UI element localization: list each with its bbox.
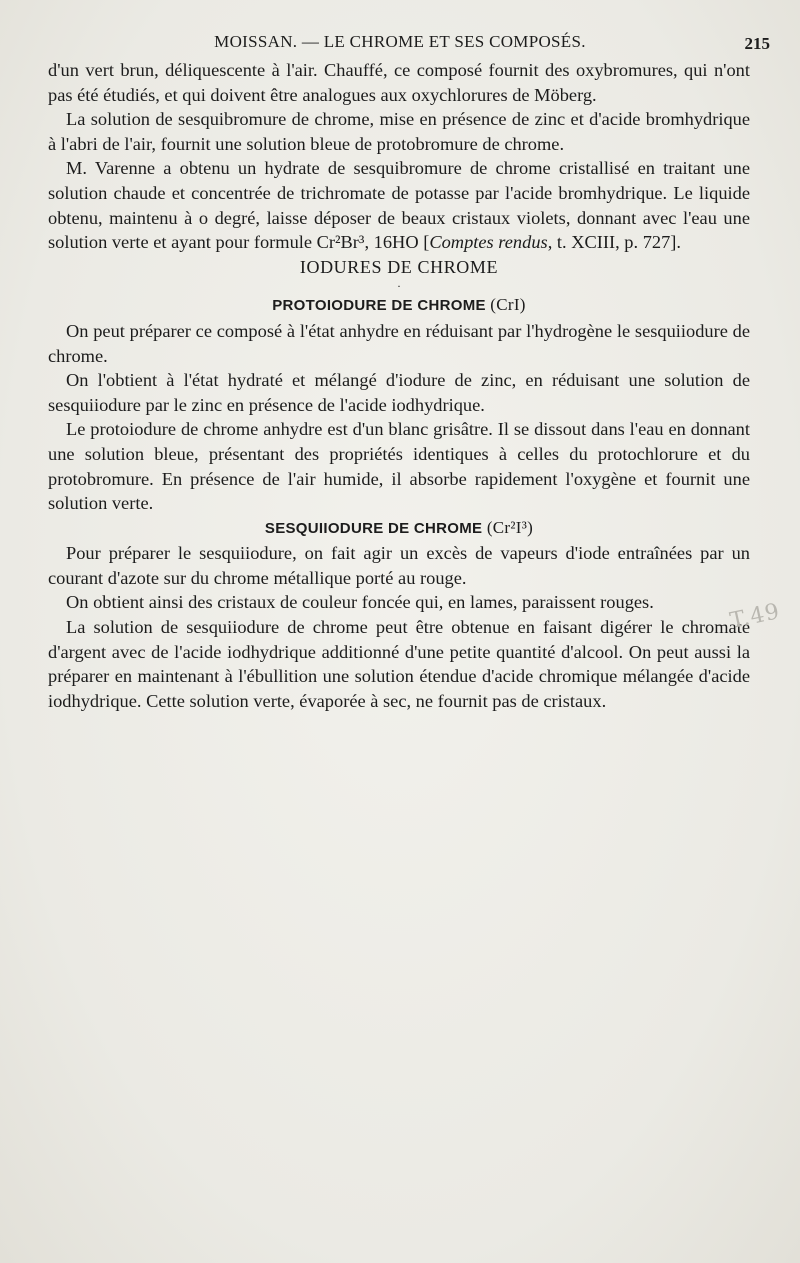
page-body [48,58,750,713]
paragraph-protoiodure-hydrate: On l'obtient à l'état hydraté et mélangé d'iodure de zinc, en réduisant une solution de sesquiiodure par le zinc en présence de l'acide iodhydrique. [48,370,750,415]
paragraph-protoiodure-proprietes: Le protoiodure de chrome anhydre est d'un blanc grisâtre. Il se dissout dans l'eau en donnant une solution bleue, présentant des propriétés identiques à celles du protochlorure et du protobromure. En présence de l'air humide, il absorbe rapidement l'oxygène et fournit une solution verte. [48,419,750,514]
paragraph-sesquiiodure-solution: La solution de sesquiiodure de chrome peut être obtenue en faisant digérer le chromate d'argent avec de l'acide iodhydrique additionné d'une petite quantité d'alcool. On peut aussi la préparer en maintenant à l'ébullition une solution étendue d'acide chromique mélangée d'acide iodhydrique. Cette solution verte, évaporée à sec, ne fournit pas de cristaux. [48,617,750,711]
section-heading-iodures: IODURES DE CHROME [299,256,499,277]
running-header [0,32,800,56]
protoiodure-title: PROTOIODURE DE CHROME [272,297,486,315]
sesquiiodure-formula: (Cr²I³) [486,517,534,537]
citation-reference: , t. XCIII, p. 727]. [547,232,682,253]
handwritten-margin-note: T.49 [727,599,783,634]
page-number: 215 [744,34,770,53]
subheading-sesquiiodure [48,516,750,542]
paragraph-varenne [48,156,750,254]
citation-journal: Comptes rendus [429,232,548,253]
paragraph-protoiodure-anhydre: On peut préparer ce composé à l'état anhydre en réduisant par l'hydrogène le sesquiiodure de chrome. [48,320,750,366]
paragraph-sesquiiodure-cristaux: On obtient ainsi des cristaux de couleur foncée qui, en lames, paraissent rouges. [66,592,654,613]
paragraph-continuation: d'un vert brun, déliquescente à l'air. Chauffé, ce composé fournit des oxybromures, qui n'ont pas été étudiés, et qui doivent être analogues aux oxychlorures de Möberg. [48,60,750,105]
paragraph-sesquiiodure-preparation: Pour préparer le sesquiiodure, on fait agir un excès de vapeurs d'iode entraînées par un courant d'azote sur du chrome métallique porté au rouge. [48,543,750,588]
subheading-protoiodure [48,293,750,319]
printer-dot: · [397,279,401,294]
paragraph-protobromure: La solution de sesquibromure de chrome, mise en présence de zinc et d'acide bromhydrique à l'abri de l'air, fournit une solution bleue de protobromure de chrome. [48,109,750,154]
varenne-text: M. Varenne a obtenu un hydrate de sesquibromure de chrome cristallisé en traitant une solution chaude et concentrée de trichromate de potasse par l'acide bromhydrique. Le liquide obtenu, maintenu à o degré, laisse déposer de beaux cristaux violets, donnant avec l'eau une solution verte et ayant pour formule [48,158,750,253]
sesquiiodure-title: SESQUIIODURE DE CHROME [264,519,483,537]
running-title: MOISSAN. — LE CHROME ET SES COMPOSÉS. [214,32,586,51]
protoiodure-formula: (CrI) [490,295,526,315]
varenne-formula: Cr²Br³, 16HO [ [316,232,430,253]
